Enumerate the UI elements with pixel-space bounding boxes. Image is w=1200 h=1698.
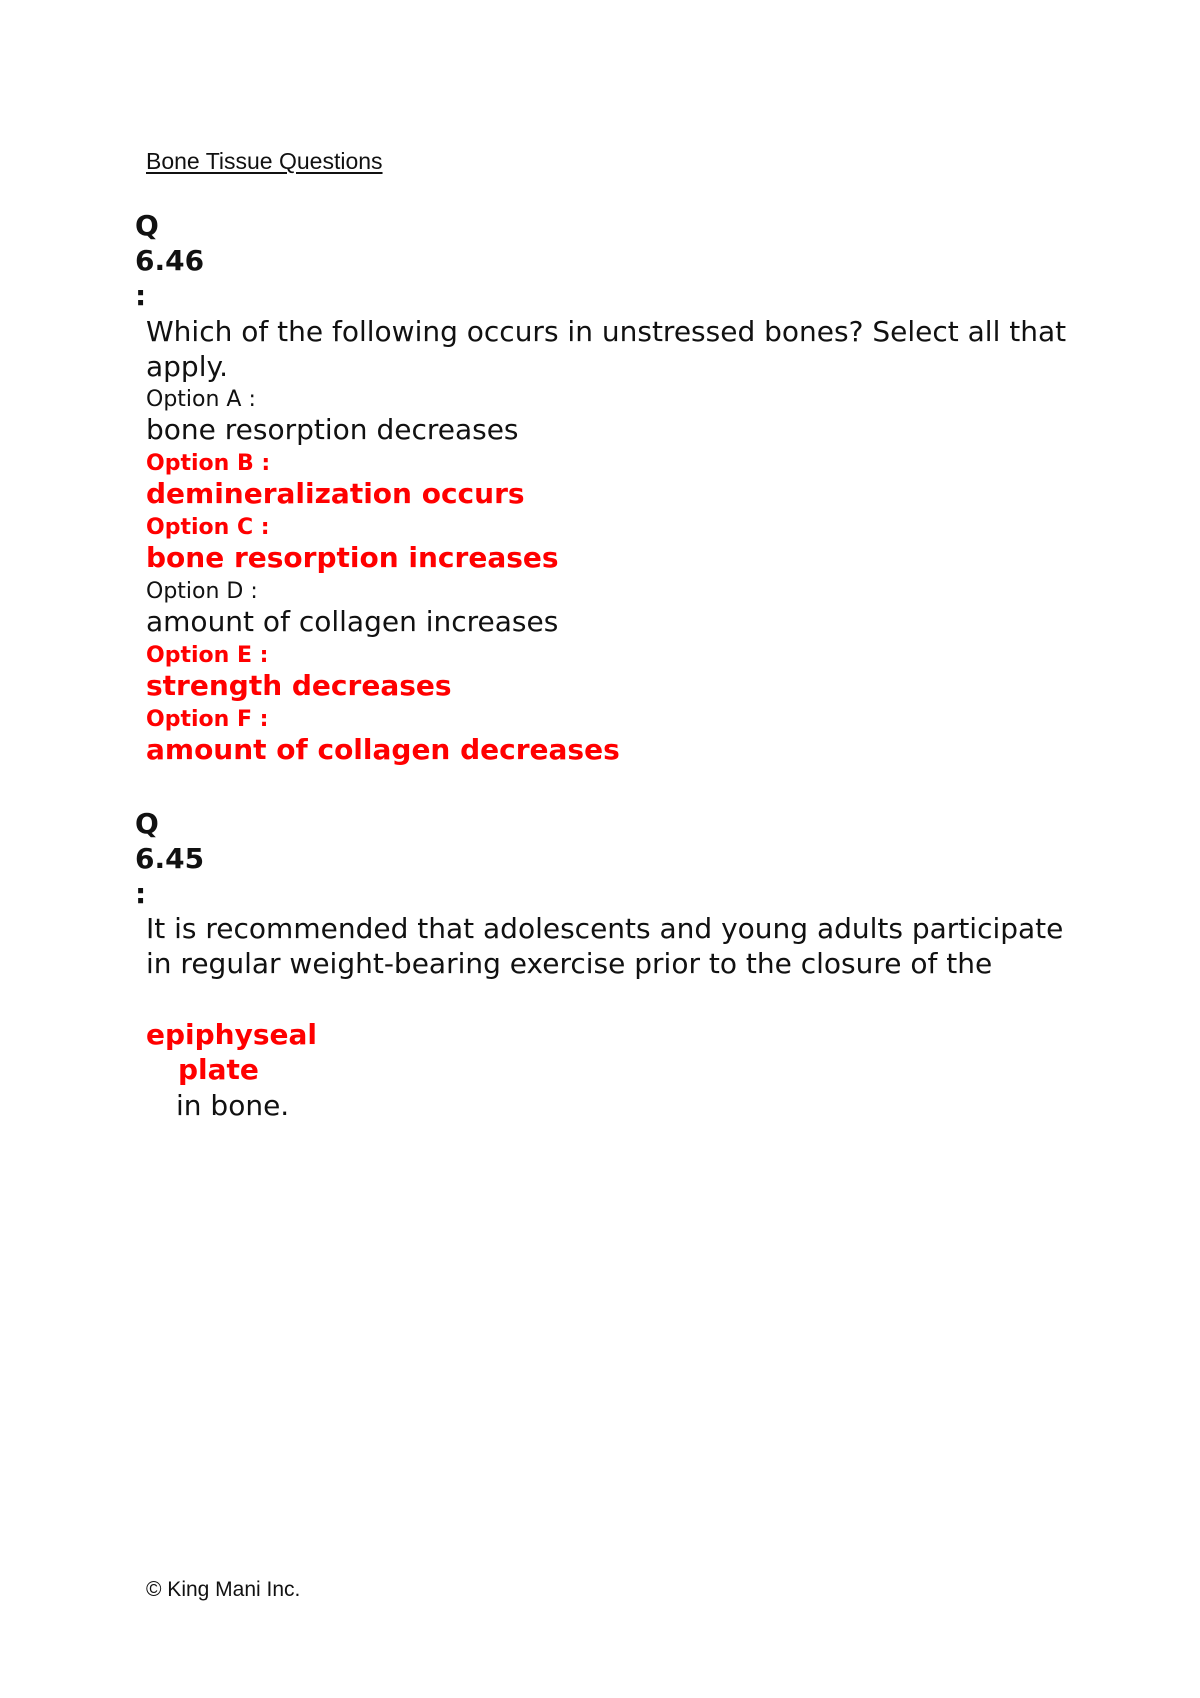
- copyright-footer: © King Mani Inc.: [146, 1578, 301, 1601]
- option-d-label: Option D :: [146, 579, 258, 604]
- question-text: Which of the following occurs in unstressed bones? Select all that apply.: [146, 315, 1067, 383]
- option-c-label: Option C :: [146, 515, 270, 540]
- answer-suffix: in bone.: [176, 1089, 290, 1122]
- option-f-value: amount of collagen decreases: [146, 733, 620, 766]
- question-number: Q 6.45 :: [135, 807, 205, 910]
- answer-plate: plate: [178, 1053, 259, 1086]
- option-d-value: amount of collagen increases: [146, 605, 559, 638]
- option-c-value: bone resorption increases: [146, 541, 559, 574]
- option-b-label: Option B :: [146, 451, 271, 476]
- option-a-label: Option A :: [146, 387, 256, 412]
- option-e-label: Option E :: [146, 643, 269, 668]
- option-e-value: strength decreases: [146, 669, 452, 702]
- option-b-value: demineralization occurs: [146, 477, 525, 510]
- question-number: Q 6.46 :: [135, 209, 205, 312]
- question-text: It is recommended that adolescents and young adults participate in regular weight-bearing exercise prior to the closure of the: [146, 912, 1064, 980]
- option-a-value: bone resorption decreases: [146, 413, 519, 446]
- document-title: Bone Tissue Questions: [146, 148, 383, 174]
- option-f-label: Option F :: [146, 707, 269, 732]
- answer-epiphyseal: epiphyseal: [146, 1018, 318, 1051]
